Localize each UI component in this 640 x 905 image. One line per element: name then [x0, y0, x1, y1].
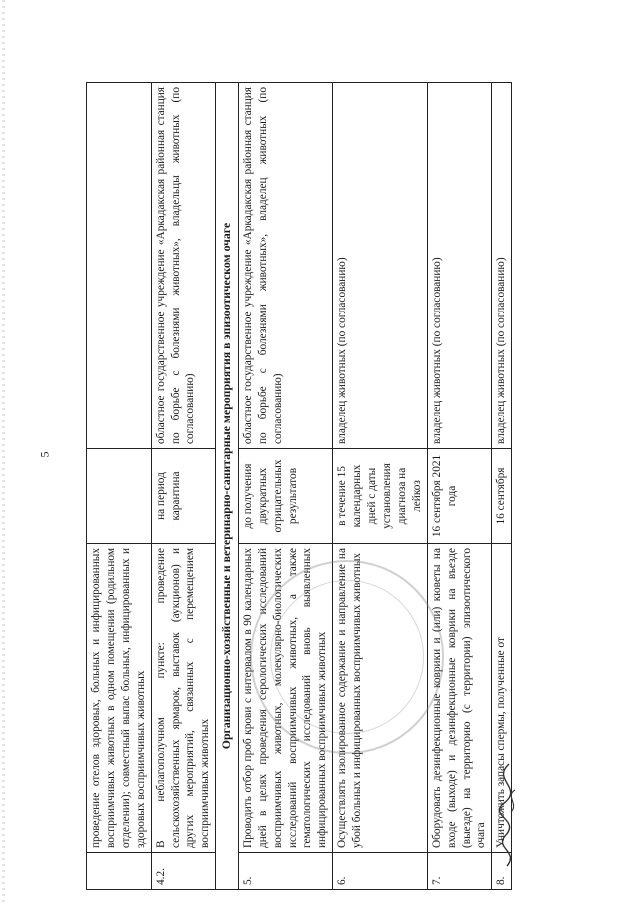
row-term [87, 449, 152, 544]
row-number: 6. [333, 853, 427, 890]
signature [485, 760, 533, 870]
row-measure: В неблагополучном пункте: проведение сельскохозяйственных ярмарок, выставок (аукционов) и других мероприятий, связанных с перемещением восприимчивых животных [151, 544, 216, 853]
row-measure: проведение отелов здоровых, больных и инфицированных восприимчивых животных в одном помещении (родильном отделении); совместный выпас больных, инфицированных и здоровых восприимчивых животных [87, 544, 152, 853]
table-row [87, 83, 152, 890]
section-row [216, 83, 239, 890]
row-number: 5. [238, 853, 332, 890]
section-title: Организационно-хозяйственные и ветеринарно-санитарные мероприятия в эпизоотическом очаге [216, 83, 239, 890]
row-number: 8. [492, 853, 512, 890]
scan-edge [2, 0, 5, 905]
page-number: 5 [37, 451, 52, 458]
table-row [238, 83, 332, 890]
row-responsible: владелец животных (по согласованию) [333, 83, 427, 449]
row-responsible: областное государственное учреждение «Аркадакская районная станция по борьбе с болезнями животных», владелец животных (по согласованию) [238, 83, 332, 449]
table-row [333, 83, 427, 890]
row-responsible [87, 83, 152, 449]
table-row [151, 83, 216, 890]
row-term: 16 сентября 2021 года [427, 449, 492, 544]
row-term: до получения двукратных отрицательных результатов [238, 449, 332, 544]
row-responsible: владелец животных (по согласованию) [427, 83, 492, 449]
row-term: в течение 15 календарных дней с даты установления диагноза на лейкоз [333, 449, 427, 544]
row-responsible: владелец животных (по согласованию) [492, 83, 512, 449]
row-responsible: областное государственное учреждение «Аркадакская районная станция по борьбе с болезнями животных», владельцы животных (по согласованию) [151, 83, 216, 449]
table-row [427, 83, 492, 890]
official-stamp [250, 560, 444, 754]
row-measure: Осуществлять изолированное содержание и направление на убой больных и инфицированных восприимчивых животных [333, 544, 427, 853]
row-term: 16 сентября [492, 449, 512, 544]
row-measure: Уничтожить запасы спермы, полученные от [492, 544, 512, 853]
row-measure: Оборудовать дезинфекционные коврики и (или) кюветы на входе (выходе) и дезинфекционные коврики на въезде (выезде) на территорию (с территории) эпизоотического очага [427, 544, 492, 853]
measures-table [86, 82, 512, 890]
row-measure: Проводить отбор проб крови с интервалом в 90 календарных дней в целях проведения серологических исследований восприимчивых животных, молекулярно-биологических исследований восприимчивых животных, а также гематологических исследований вновь выявленных инфицированных восприимчивых животных [238, 544, 332, 853]
row-number: 7. [427, 853, 492, 890]
row-term: на период карантина [151, 449, 216, 544]
row-number [87, 853, 152, 890]
row-number: 4.2. [151, 853, 216, 890]
